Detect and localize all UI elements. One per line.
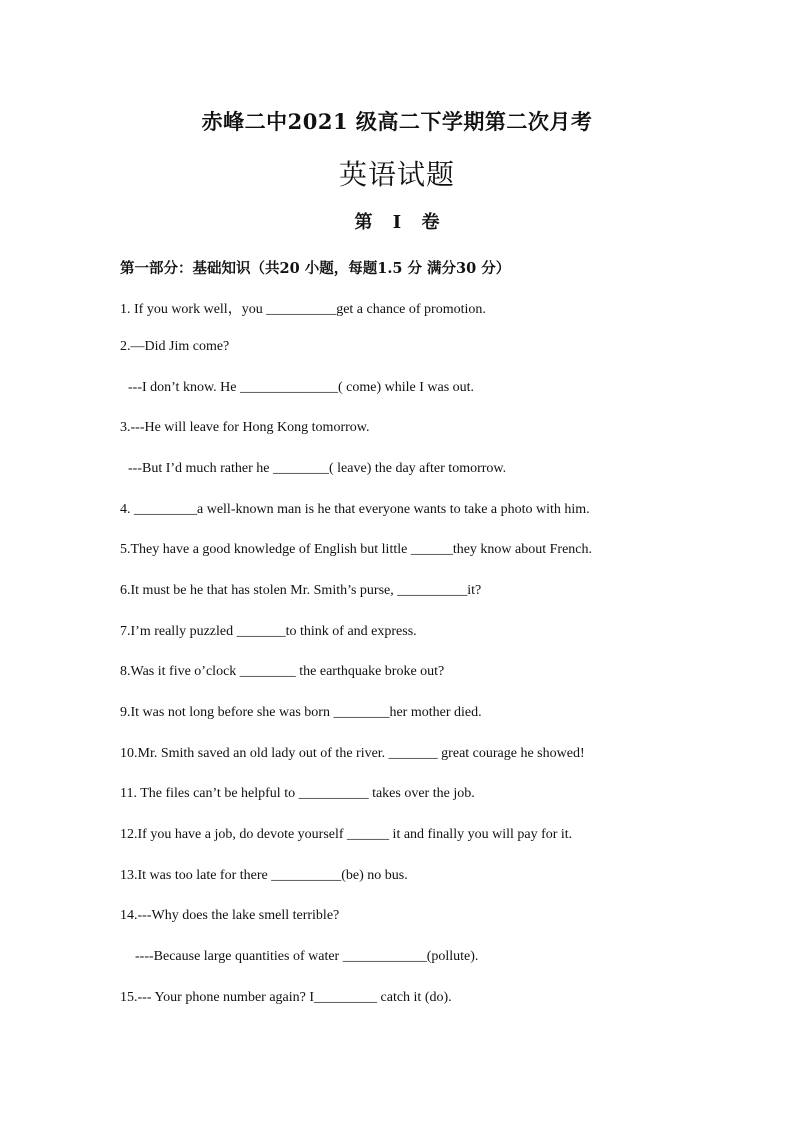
- answer-line: ----Because large quantities of water ____________(pollute).: [135, 949, 479, 964]
- answer-line: ---But I’d much rather he ________( leave) the day after tomorrow.: [128, 461, 507, 476]
- question-line: 10.Mr. Smith saved an old lady out of the river. _______ great courage he showed!: [120, 746, 585, 761]
- exam-title: 赤峰二中2021 级高二下学期第二次月考: [201, 109, 593, 134]
- question-line: 1. If you work well，you __________get a chance of promotion.: [120, 302, 486, 317]
- question-line: 12.If you have a job, do devote yourself ______ it and finally you will pay for it.: [120, 827, 573, 842]
- question-line: 4. _________a well-known man is he that everyone wants to take a photo with him.: [120, 502, 590, 517]
- question-line: 9.It was not long before she was born ________her mother died.: [120, 705, 482, 720]
- question-line: 7.I’m really puzzled _______to think of and express.: [120, 624, 417, 639]
- question-line: 6.It must be he that has stolen Mr. Smith’s purse, __________it?: [120, 583, 482, 598]
- question-line: 15.--- Your phone number again? I_________ catch it (do).: [120, 990, 452, 1005]
- question-line: 14.---Why does the lake smell terrible?: [120, 908, 340, 923]
- question-line: 5.They have a good knowledge of English but little ______they know about French.: [120, 542, 593, 557]
- question-line: 3.---He will leave for Hong Kong tomorrow.: [120, 420, 370, 435]
- exam-subtitle: 英语试题: [338, 158, 455, 191]
- volume-label: 第 Ⅰ 卷: [354, 212, 440, 233]
- section-heading: 第一部分：基础知识（共20 小题，每题1.5 分 满分30 分）: [120, 260, 511, 277]
- question-line: 8.Was it five o’clock ________ the earthquake broke out?: [120, 664, 445, 679]
- answer-line: ---I don’t know. He ______________( come) while I was out.: [128, 380, 475, 395]
- question-line: 13.It was too late for there __________(be) no bus.: [120, 868, 408, 883]
- question-line: 2.—Did Jim come?: [120, 339, 230, 354]
- question-line: 11. The files can’t be helpful to __________ takes over the job.: [120, 786, 475, 801]
